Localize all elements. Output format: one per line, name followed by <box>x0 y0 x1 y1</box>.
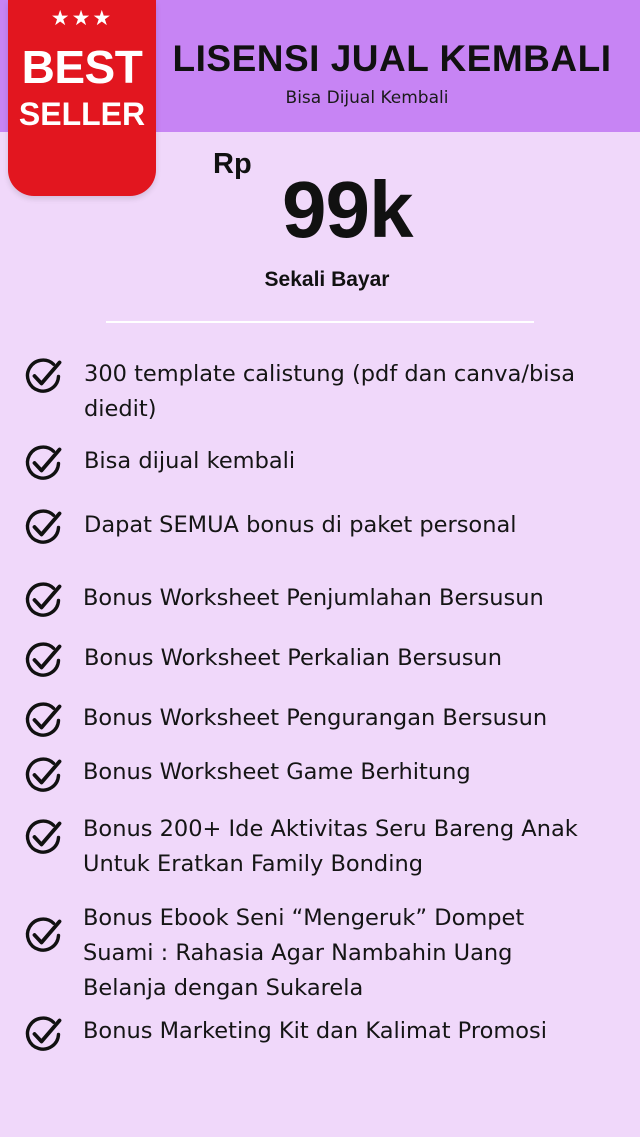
check-circle-icon <box>23 755 63 795</box>
feature-text: 300 template calistung (pdf dan canva/bisa diedit) <box>84 361 576 422</box>
check-circle-icon <box>23 1014 63 1054</box>
check-circle-icon <box>23 640 63 680</box>
feature-text: Bisa dijual kembali <box>84 448 296 474</box>
feature-text: Bonus Marketing Kit dan Kalimat Promosi <box>83 1018 548 1044</box>
star-icon: ★★★ <box>50 6 114 30</box>
badge-text-best: BEST <box>21 41 143 93</box>
check-circle-icon <box>23 443 63 483</box>
feature-text: Bonus Worksheet Penjumlahan Bersusun <box>83 585 544 611</box>
check-circle-icon <box>23 915 63 955</box>
feature-text: Bonus Worksheet Game Berhitung <box>83 759 471 785</box>
feature-text: Bonus Worksheet Perkalian Bersusun <box>84 645 502 671</box>
feature-text: Bonus Worksheet Pengurangan Bersusun <box>83 705 548 731</box>
feature-text: Bonus Ebook Seni “Mengeruk” Dompet Suami : Rahasia Agar Nambahin Uang Belanja dengan Sukarela <box>83 905 525 1001</box>
check-circle-icon <box>23 700 63 740</box>
check-circle-icon <box>23 817 63 857</box>
feature-text: Bonus 200+ Ide Aktivitas Seru Bareng Anak Untuk Eratkan Family Bonding <box>83 816 578 877</box>
check-circle-icon <box>23 507 63 547</box>
price-amount: 99k <box>282 165 413 254</box>
check-circle-icon <box>23 580 63 620</box>
page-subtitle: Bisa Dijual Kembali <box>285 88 449 108</box>
price-note: Sekali Bayar <box>264 268 390 291</box>
price-currency: Rp <box>213 148 252 180</box>
divider <box>106 321 534 323</box>
best-seller-badge <box>8 0 156 196</box>
badge-text-seller: SELLER <box>18 96 146 132</box>
feature-text: Dapat SEMUA bonus di paket personal <box>84 512 517 538</box>
page-title: LISENSI JUAL KEMBALI <box>172 38 612 79</box>
check-circle-icon <box>23 356 63 396</box>
